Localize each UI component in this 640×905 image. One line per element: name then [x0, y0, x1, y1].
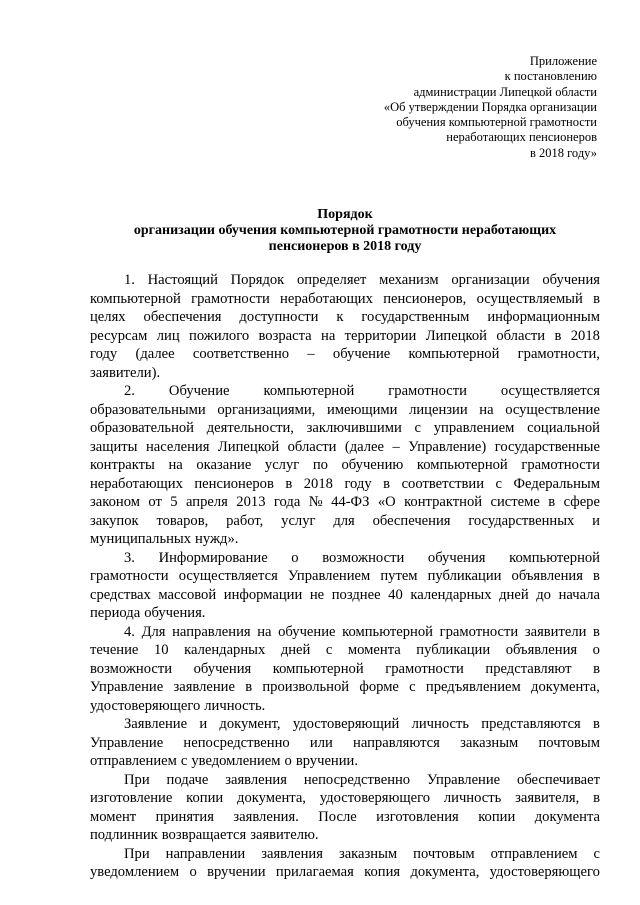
body-word: грамотности, [517, 346, 600, 362]
body-word: заявления [261, 845, 323, 862]
body-word: изготовление [90, 790, 173, 806]
body-word: пожилого [189, 327, 250, 344]
body-word: заявителя, [515, 790, 580, 806]
body-word: пенсионеров [194, 475, 274, 492]
body-word: осуществление [505, 401, 600, 418]
body-word: грамотности [385, 660, 464, 677]
body-word: о [189, 864, 197, 880]
body-word: подаче [166, 771, 209, 788]
body-line [90, 641, 600, 660]
body-word: апреля [186, 494, 228, 510]
body-word: неработающих [90, 475, 183, 492]
body-line [90, 456, 600, 475]
body-word: путем [380, 568, 418, 584]
body-word: ресурсам [90, 327, 148, 344]
body-word: отправлением [90, 753, 177, 769]
body-word: определяет [296, 272, 367, 288]
body-word: дней [280, 642, 311, 658]
body-word: осуществляется [500, 383, 600, 399]
body-word: возраста [258, 327, 312, 344]
body-word: лицензии [409, 401, 468, 418]
body-word: году [344, 475, 372, 492]
appendix-line: к постановлению [504, 69, 597, 84]
body-word: обучение [332, 346, 391, 362]
body-word: обучения [542, 272, 600, 288]
body-word: копии [186, 790, 224, 806]
body-word: непосредственно [303, 771, 411, 788]
body-word: Липецкой [425, 327, 487, 344]
body-word: сфере [563, 494, 600, 510]
body-word: изготовления [376, 808, 459, 825]
appendix-line: обучения компьютерной грамотности [396, 115, 597, 130]
body-word: Заявление [124, 716, 188, 732]
body-word: муниципальных [90, 531, 192, 547]
body-word: до [536, 586, 551, 603]
body-word: в [285, 475, 293, 492]
body-word: почтовым [413, 845, 475, 862]
body-word: социальной [527, 420, 600, 436]
body-word: пенсионеров, [383, 290, 467, 307]
body-word: документа [534, 808, 600, 825]
body-line [90, 549, 600, 568]
body-word: компьютерной [509, 549, 600, 566]
body-word: не [309, 586, 325, 603]
body-word: периода [90, 605, 141, 621]
body-word: «О [377, 494, 396, 510]
body-word: работ, [226, 512, 264, 529]
body-word: После [318, 808, 357, 825]
title-line: Порядок [317, 207, 373, 222]
body-word: заявители). [90, 364, 161, 381]
body-word: о [284, 753, 292, 769]
body-word: компьютерной [90, 290, 181, 307]
body-line [90, 789, 600, 808]
body-word: 5 [170, 494, 178, 510]
body-word: услуг [281, 512, 316, 529]
body-word: заявление [173, 679, 235, 695]
body-word: форме [359, 679, 399, 695]
body-word: произвольной [262, 679, 350, 695]
body-word: 2018 [570, 327, 600, 344]
body-word: заявители [524, 623, 587, 640]
body-word: момента [347, 642, 401, 658]
body-word: с [593, 845, 600, 862]
body-word: грамотности [439, 623, 519, 640]
body-word: в [593, 623, 600, 640]
body-word: дней [499, 586, 529, 603]
appendix-line: администрации Липецкой области [413, 84, 597, 99]
body-word: для [333, 512, 355, 529]
body-word: механизм [379, 272, 439, 288]
body-word: возможности [90, 660, 173, 677]
body-word: году [90, 346, 118, 362]
body-word: 2013 [236, 494, 266, 510]
body-word: с [409, 679, 416, 695]
body-word: от [148, 494, 162, 510]
body-word: управлением [433, 420, 515, 436]
appendix-line: в 2018 году» [529, 145, 597, 160]
body-word: Управление [90, 734, 164, 751]
body-line [90, 345, 600, 364]
body-word: оказание [196, 457, 252, 473]
body-word: удостоверяющего [489, 864, 600, 880]
body-word: – [307, 346, 315, 362]
body-word: уведомлением [191, 753, 281, 769]
body-word: 40 [388, 586, 403, 603]
body-word: неработающих [280, 290, 373, 307]
body-word: на [479, 401, 494, 418]
body-word: с [495, 475, 503, 492]
body-word: Федеральным [513, 475, 600, 492]
body-line [90, 438, 600, 457]
body-word: Обучение [168, 383, 230, 399]
body-word: 2. [124, 383, 135, 399]
body-word: уведомлением [90, 864, 180, 880]
body-word: грамотности [388, 383, 467, 399]
body-word: удостоверяющий [292, 716, 400, 732]
body-word: компьютерной [342, 623, 433, 640]
body-word: непосредственно [183, 734, 290, 751]
body-word: личность [411, 716, 470, 732]
body-line [90, 493, 600, 512]
body-word: 44-ФЗ [331, 494, 370, 510]
body-word: соответственно [192, 346, 290, 362]
body-word: 2018 [303, 475, 333, 492]
body-line [90, 623, 600, 642]
body-word: в [593, 290, 600, 307]
title-line: организации обучения компьютерной грамотности неработающих [133, 223, 557, 238]
body-line [90, 678, 600, 697]
body-word: почтовым [538, 734, 600, 751]
body-word: территории [344, 327, 417, 344]
body-line [90, 808, 600, 827]
body-line [90, 734, 600, 753]
body-word: объявления [511, 568, 583, 584]
body-line [90, 586, 600, 605]
body-word: 3. [124, 549, 135, 566]
body-word: направления [172, 623, 251, 640]
body-word: организациями, [217, 401, 316, 418]
body-line [90, 475, 600, 494]
appendix-line: Приложение [529, 54, 597, 68]
body-word: личность. [204, 697, 266, 714]
body-word: с [180, 753, 188, 769]
body-line [90, 863, 600, 882]
body-word: контрактной [404, 494, 483, 510]
body-word: системе [490, 494, 540, 510]
body-line [90, 364, 600, 383]
body-word: деятельности, [206, 420, 294, 436]
body-word: обеспечения [372, 512, 451, 529]
body-word: обучению [341, 457, 404, 473]
body-word: области [496, 327, 546, 344]
body-word: на [257, 623, 272, 640]
body-word: на [321, 327, 336, 344]
body-line [90, 826, 600, 845]
body-line [90, 660, 600, 679]
body-word: 10 [153, 642, 169, 658]
body-word: или [309, 734, 333, 751]
body-word: в [593, 660, 600, 677]
body-word: заключившими [306, 420, 402, 436]
body-word: личность [443, 790, 502, 806]
body-word: заказным [460, 734, 519, 751]
body-word: лиц [156, 327, 180, 344]
body-word: представляются [481, 716, 581, 732]
body-word: законом [90, 494, 140, 510]
body-word: Липецкой [217, 438, 280, 455]
body-word: 1. [124, 272, 135, 288]
appendix-line: «Об утверждении Порядка организации [383, 99, 597, 114]
body-word: отправлением [490, 845, 578, 862]
body-word: объявления [505, 642, 578, 658]
body-line [90, 290, 600, 309]
body-word: на [168, 457, 183, 473]
body-word: осуществляемый [476, 290, 583, 307]
body-line [90, 752, 600, 771]
body-word: в [593, 568, 600, 584]
body-word: документа, [531, 679, 600, 695]
body-word: 4. [124, 623, 135, 640]
body-word: публикации [427, 568, 502, 584]
body-word: информации [223, 586, 303, 603]
body-word: вручении [207, 864, 266, 880]
body-word: грамотности [521, 457, 600, 473]
body-word: соответствии [401, 475, 485, 492]
body-word: товаров, [156, 512, 209, 529]
body-word: Управление [90, 679, 164, 695]
body-line [90, 771, 600, 790]
body-line [90, 567, 600, 586]
body-word: принятия [155, 808, 214, 825]
body-word: компьютерной [263, 383, 355, 399]
body-word: с [325, 642, 333, 658]
body-word: – [392, 438, 400, 455]
body-word: копии [478, 808, 516, 825]
body-line [90, 604, 600, 623]
body-word: документа, [410, 864, 480, 880]
body-word: направляются [353, 734, 440, 751]
body-word: о [592, 642, 600, 658]
body-word: Информирование [158, 549, 268, 566]
body-word: целях [90, 309, 126, 325]
body-word: удостоверяющего [90, 697, 201, 714]
body-word: с [414, 420, 421, 436]
body-word: обучения [427, 549, 486, 566]
body-word: публикации [416, 642, 491, 658]
body-line [90, 401, 600, 420]
body-line [90, 382, 600, 401]
body-word: Порядок [230, 272, 285, 288]
appendix-header [297, 54, 597, 161]
appendix-line: неработающих пенсионеров [446, 130, 597, 145]
body-word: предъявлением [425, 679, 521, 695]
body-word: в [593, 716, 600, 732]
body-word: закупок [90, 512, 139, 529]
body-word: При [124, 771, 150, 788]
body-word: доступности [239, 309, 319, 325]
body-word: документа, [237, 790, 306, 806]
body-line [90, 715, 600, 734]
body-line [90, 845, 600, 864]
body-word: позднее [331, 586, 381, 603]
body-word: удостоверяющего [319, 790, 431, 806]
body-word: в [245, 679, 253, 695]
body-word: в [554, 327, 562, 344]
body-word: заказным [338, 845, 398, 862]
body-word: о [291, 549, 299, 566]
body-word: в [548, 494, 556, 510]
body-word: массовой [158, 586, 217, 603]
body-word: копия [364, 864, 401, 880]
body-word: момент [90, 808, 137, 825]
body-word: в [383, 475, 391, 492]
body-word: возвращается [161, 827, 247, 843]
body-word: обеспечения [143, 309, 222, 325]
body-word: прилагаемая [275, 864, 354, 880]
body-word: заявителю. [250, 827, 319, 843]
body-word: информационным [487, 309, 600, 325]
body-word: контракты [90, 457, 155, 473]
title-line: пенсионеров в 2018 году [268, 239, 422, 254]
body-word: представляют [485, 660, 572, 677]
body-word: обучение [278, 623, 336, 640]
body-word: заявления. [233, 808, 299, 825]
body-word: обеспечивает [517, 771, 600, 788]
body-word: календарных [410, 586, 492, 603]
body-line [90, 512, 600, 531]
body-word: образовательными [90, 401, 206, 418]
body-line [90, 530, 600, 549]
body-word: имеющими [326, 401, 398, 418]
body-line [90, 327, 600, 346]
body-word: и [199, 716, 208, 732]
body-word: населения [145, 438, 210, 455]
body-word: вручении. [295, 753, 358, 769]
body-word: заявления [225, 771, 287, 788]
body-word: грамотности [191, 290, 270, 307]
body-word: государственных [468, 512, 575, 529]
body-word: Для [141, 623, 166, 640]
body-word: услуг [264, 457, 300, 473]
body-word: и [592, 512, 600, 529]
body-word: по [312, 457, 328, 473]
body-word: направлении [165, 845, 246, 862]
body-line [90, 697, 600, 716]
document-title [90, 207, 600, 255]
body-word: обучения [193, 660, 252, 677]
body-word: года [273, 494, 301, 510]
body-line [90, 308, 600, 327]
body-word: осуществляется [178, 568, 278, 584]
body-word: защиты [90, 438, 138, 455]
body-word: При [124, 845, 150, 862]
body-word: календарных [184, 642, 266, 658]
body-word: организации [451, 272, 530, 288]
body-word: государственным [361, 309, 470, 325]
body-word: (далее [135, 346, 175, 362]
body-word: Настоящий [147, 272, 218, 288]
body-word: грамотности [90, 568, 169, 584]
body-word: (далее [344, 438, 385, 455]
body-word: начала [558, 586, 600, 603]
body-word: Управление) [408, 438, 487, 455]
body-word: в [593, 790, 600, 806]
body-word: компьютерной [272, 660, 364, 677]
body-word: средствах [90, 586, 151, 603]
body-word: документ, [219, 716, 281, 732]
body-word: Управление [426, 771, 501, 788]
body-line [90, 419, 600, 438]
body-word: компьютерной [416, 457, 508, 473]
body-word: государственные [494, 438, 600, 455]
body-line [90, 271, 600, 290]
body-word: подлинник [90, 827, 158, 843]
body-word: к [336, 309, 344, 325]
body-word: образовательной [90, 420, 194, 436]
document-body [90, 271, 600, 882]
body-word: Управлением [287, 568, 371, 584]
body-word: возможности [322, 549, 405, 566]
body-word: № [308, 494, 323, 510]
body-word: обучения. [144, 605, 206, 621]
body-word: области [287, 438, 337, 455]
body-word: компьютерной [408, 346, 500, 362]
body-word: нужд». [195, 531, 239, 547]
body-word: течение [90, 642, 139, 658]
